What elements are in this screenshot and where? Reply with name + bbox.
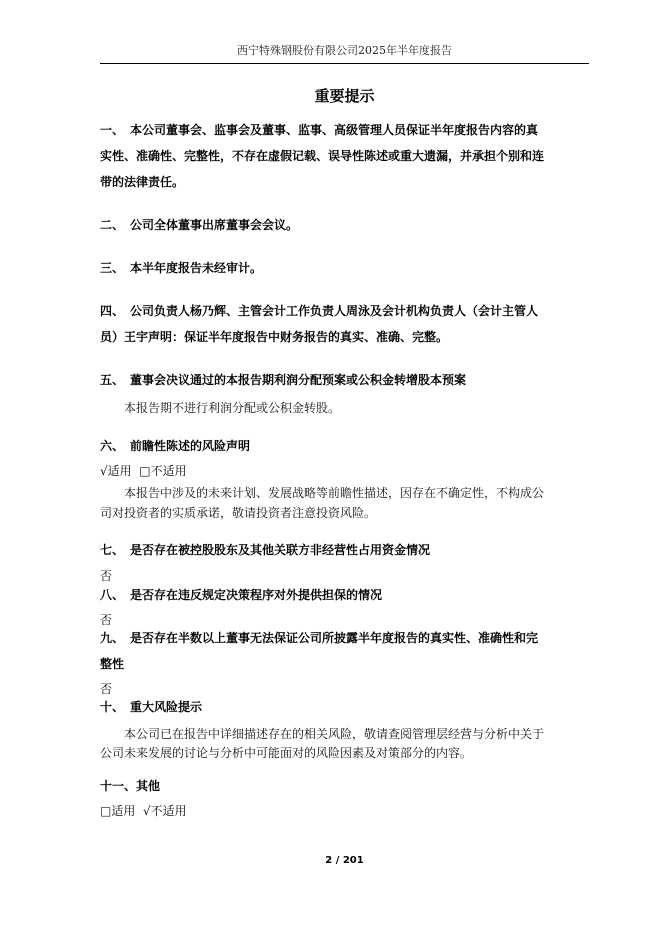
item-1-line-3: 带的法律责任。 [100, 175, 185, 189]
item-11-not-applicable-checked: √不适用 [142, 804, 187, 818]
item-5-number: 五、 [100, 373, 125, 387]
page-title: 重要提示 [314, 87, 375, 105]
item-10-heading: 十、 重大风险提示 [100, 697, 592, 717]
page-number: 2 / 201 [325, 855, 364, 866]
item-10-number: 十、 [100, 700, 125, 714]
item-11-applicable-unchecked: □适用 [100, 804, 136, 818]
item-11-options [100, 801, 592, 821]
item-11-heading: 十一、其他 [100, 776, 592, 796]
item-6-number: 六、 [100, 439, 125, 453]
item-10-body-line-2: 公司未来发展的讨论与分析中可能面对的风险因素及对策部分的内容。 [100, 746, 473, 760]
item-8-answer: 否 [100, 613, 113, 627]
item-9-answer: 否 [100, 682, 113, 696]
item-6-body-line-2: 司对投资者的实质承诺，敬请投资者注意投资风险。 [100, 506, 377, 520]
header-rule [100, 63, 589, 64]
item-2-number: 二、 [100, 218, 125, 232]
item-6-applicable-checked: √适用 [100, 464, 132, 478]
item-4-line-2: 员）王宇声明：保证半年度报告中财务报告的真实、准确、完整。 [100, 330, 449, 344]
item-7-heading: 七、 是否存在被控股股东及其他关联方非经营性占用资金情况 [100, 540, 592, 560]
item-9-heading-line-2: 整性 [100, 657, 125, 671]
item-4-line-1: 四、 公司负责人杨乃辉、主管会计工作负责人周泳及会计机构负责人（会计主管人 [100, 301, 592, 321]
item-2: 二、 公司全体董事出席董事会会议。 [100, 215, 592, 235]
item-8-number: 八、 [100, 588, 125, 602]
item-6-heading: 六、 前瞻性陈述的风险声明 [100, 436, 592, 456]
item-3: 三、 本半年度报告未经审计。 [100, 258, 592, 278]
item-11-number: 十一、 [100, 779, 137, 793]
item-9-number: 九、 [100, 631, 125, 645]
item-8-heading: 八、 是否存在违反规定决策程序对外提供担保的情况 [100, 585, 592, 605]
item-1-line-1: 一、 本公司董事会、监事会及董事、监事、高级管理人员保证半年度报告内容的真 [100, 120, 592, 140]
item-1-line-2: 实性、准确性、完整性，不存在虚假记载、误导性陈述或重大遗漏，并承担个别和连 [100, 149, 545, 163]
item-4-number: 四、 [100, 304, 125, 318]
item-10-body-line-1: 本公司已在报告中详细描述存在的相关风险，敬请查阅管理层经营与分析中关于 [124, 727, 545, 741]
item-6-not-applicable-unchecked: □不适用 [139, 464, 187, 478]
item-7-number: 七、 [100, 543, 125, 557]
item-1-number: 一、 [100, 123, 125, 137]
item-5-heading: 五、 董事会决议通过的本报告期利润分配预案或公积金转增股本预案 [100, 370, 592, 390]
item-5-body: 本报告期不进行利润分配或公积金转股。 [124, 401, 341, 415]
item-7-answer: 否 [100, 569, 113, 583]
running-header: 西宁特殊钢股份有限公司2025年半年度报告 [237, 44, 452, 57]
item-6-body-line-1: 本报告中涉及的未来计划、发展战略等前瞻性描述，因存在不确定性，不构成公 [124, 486, 545, 500]
item-9-heading-line-1: 九、 是否存在半数以上董事无法保证公司所披露半年度报告的真实性、准确性和完 [100, 628, 592, 648]
item-3-number: 三、 [100, 261, 125, 275]
item-6-options [100, 461, 592, 481]
